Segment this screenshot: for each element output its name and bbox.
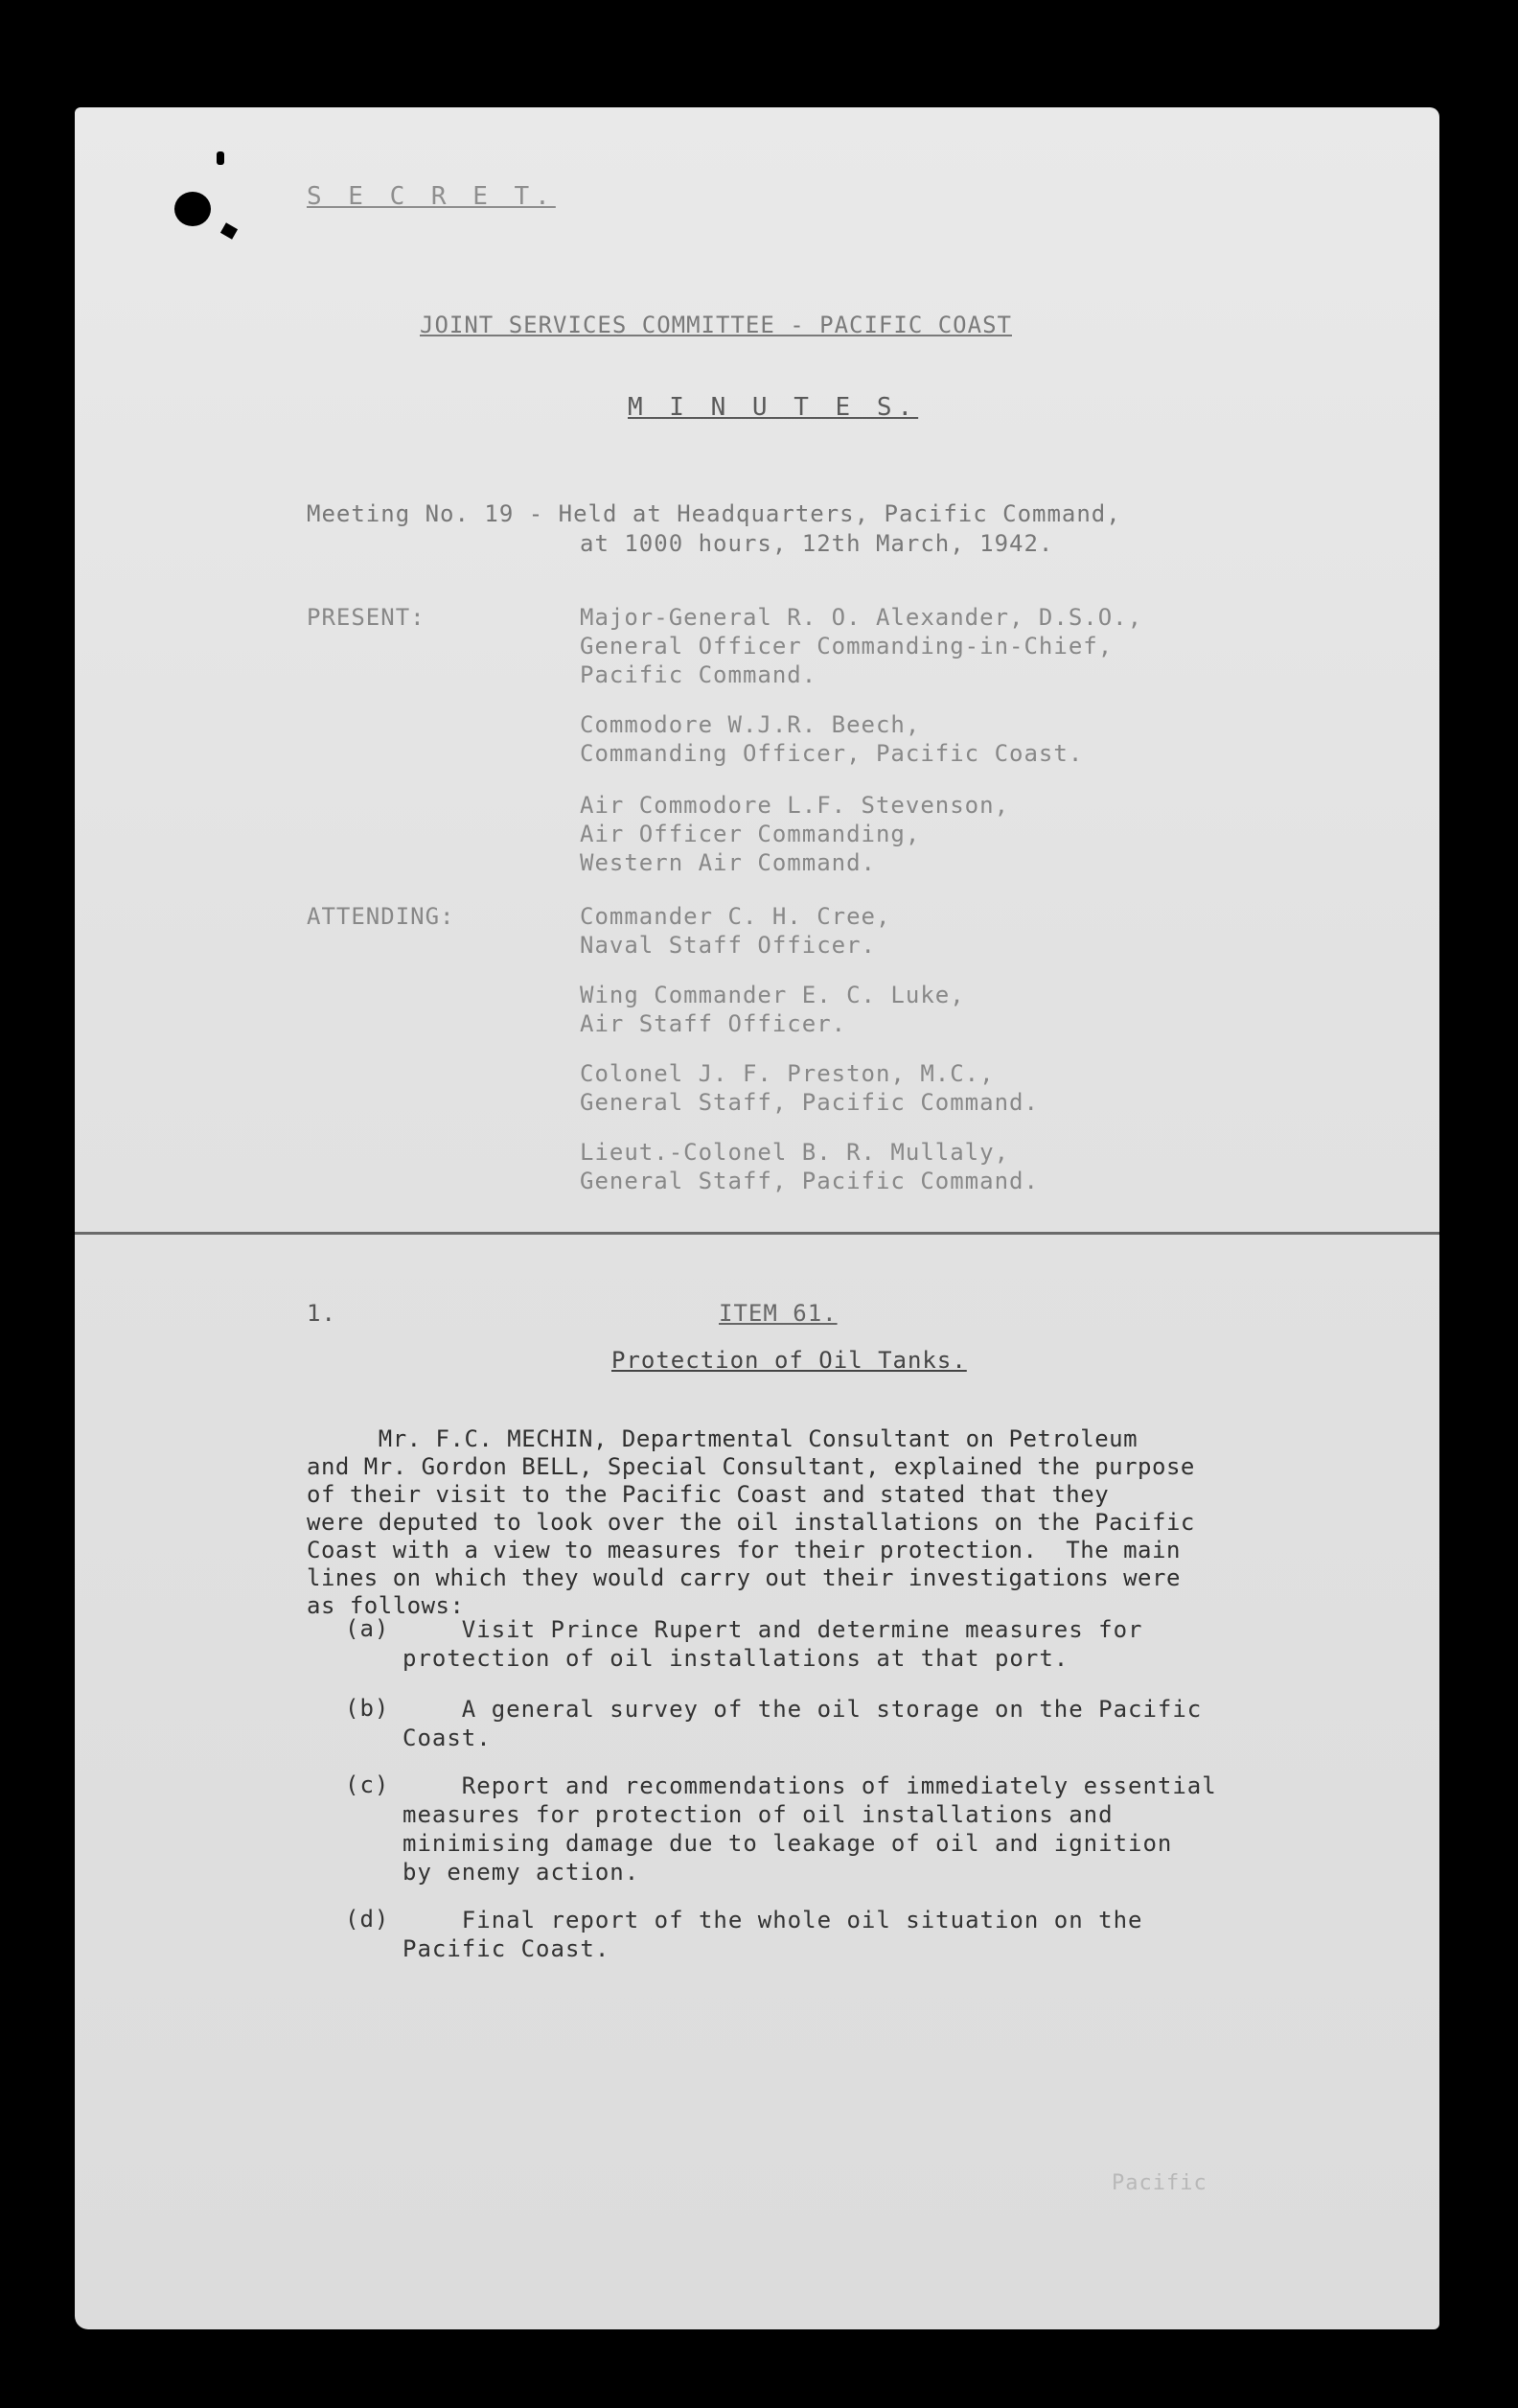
present-member-line: Major-General R. O. Alexander, D.S.O.,: [580, 604, 1143, 631]
list-letter: (b): [345, 1695, 390, 1722]
list-item-text: [402, 1771, 1217, 1887]
punch-hole: [174, 192, 211, 226]
committee-title: JOINT SERVICES COMMITTEE - PACIFIC COAST: [420, 312, 1012, 338]
list-line: A general survey of the oil storage on the Pacific: [402, 1696, 1203, 1723]
fold-line: [75, 1232, 1439, 1235]
classification-label: S E C R E T.: [307, 182, 556, 211]
attending-member-line: General Staff, Pacific Command.: [580, 1168, 1039, 1194]
paragraph-line: Coast with a view to measures for their protection. The main: [307, 1537, 1181, 1563]
meeting-line-1: Meeting No. 19 - Held at Headquarters, Pacific Command,: [307, 500, 1121, 527]
paragraph-line: were deputed to look over the oil installations on the Pacific: [307, 1509, 1195, 1536]
list-line: Final report of the whole oil situation on the: [402, 1907, 1143, 1933]
item-title: ITEM 61.: [719, 1300, 838, 1327]
attending-member-line: Commander C. H. Cree,: [580, 903, 891, 930]
present-member-line: Western Air Command.: [580, 849, 876, 876]
list-line: protection of oil installations at that port.: [402, 1645, 1070, 1672]
attending-member-line: Colonel J. F. Preston, M.C.,: [580, 1060, 995, 1087]
attending-member-line: Wing Commander E. C. Luke,: [580, 982, 965, 1008]
attending-member-line: Lieut.-Colonel B. R. Mullaly,: [580, 1139, 1010, 1166]
paragraph-line: of their visit to the Pacific Coast and stated that they: [307, 1481, 1110, 1508]
item-number: 1.: [307, 1300, 336, 1327]
list-item-text: [402, 1906, 1142, 1963]
attending-label: ATTENDING:: [307, 903, 455, 930]
list-line: by enemy action.: [402, 1859, 640, 1886]
attending-member-line: General Staff, Pacific Command.: [580, 1089, 1039, 1116]
paragraph-line: and Mr. Gordon BELL, Special Consultant, explained the purpose: [307, 1453, 1195, 1480]
list-line: measures for protection of oil installations and: [402, 1801, 1114, 1828]
present-member-line: Air Commodore L.F. Stevenson,: [580, 792, 1010, 819]
list-line: minimising damage due to leakage of oil and ignition: [402, 1830, 1173, 1857]
body-paragraph: [307, 1398, 1195, 1648]
list-item-text: [402, 1615, 1142, 1673]
attending-member-line: Air Staff Officer.: [580, 1010, 847, 1037]
present-member-line: Commodore W.J.R. Beech,: [580, 711, 921, 738]
bleed-through-text: Pacific: [1112, 2171, 1208, 2195]
punch-mark-small: [217, 151, 224, 165]
list-line: Pacific Coast.: [402, 1935, 610, 1962]
item-subject: Protection of Oil Tanks.: [611, 1347, 967, 1374]
minutes-heading: M I N U T E S.: [628, 393, 919, 422]
document-page: [75, 107, 1439, 2329]
paragraph-line: lines on which they would carry out their investigations were: [307, 1564, 1181, 1591]
present-member-line: General Officer Commanding-in-Chief,: [580, 633, 1114, 660]
list-letter: (a): [345, 1615, 390, 1642]
list-letter: (c): [345, 1771, 390, 1798]
list-line: Report and recommendations of immediately essential: [402, 1772, 1217, 1799]
present-member-line: Commanding Officer, Pacific Coast.: [580, 740, 1084, 767]
present-member-line: Air Officer Commanding,: [580, 821, 921, 847]
list-item-text: [402, 1695, 1202, 1752]
paragraph-line: as follows:: [307, 1592, 465, 1619]
present-member-line: Pacific Command.: [580, 661, 817, 688]
paragraph-line: Mr. F.C. MECHIN, Departmental Consultant on Petroleum: [307, 1425, 1138, 1452]
list-line: Coast.: [402, 1725, 492, 1751]
list-line: Visit Prince Rupert and determine measures for: [402, 1616, 1143, 1643]
present-label: PRESENT:: [307, 604, 426, 631]
attending-member-line: Naval Staff Officer.: [580, 932, 876, 959]
meeting-line-2: at 1000 hours, 12th March, 1942.: [580, 530, 1054, 557]
list-letter: (d): [345, 1906, 390, 1933]
